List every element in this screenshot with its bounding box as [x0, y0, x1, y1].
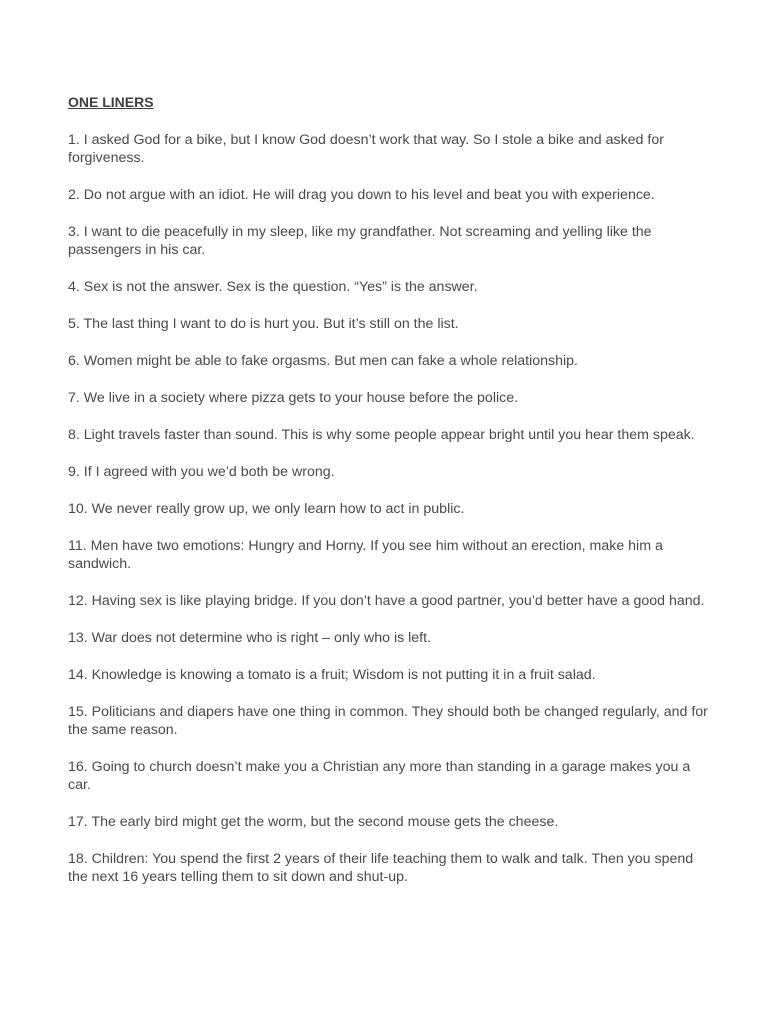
list-item: 5. The last thing I want to do is hurt you. But it’s still on the list. [68, 316, 459, 332]
one-liners-list [68, 131, 708, 905]
list-item: 13. War does not determine who is right – only who is left. [68, 630, 432, 646]
list-item: 12. Having sex is like playing bridge. If you don’t have a good partner, you’d better have a good hand. [68, 593, 705, 609]
list-item: 18. Children: You spend the first 2 years of their life teaching them to walk and talk. Then you spend the next 16 years telling them to sit down and shut-up. [68, 851, 694, 885]
document-title: ONE LINERS [68, 94, 154, 110]
list-item: 8. Light travels faster than sound. This is why some people appear bright until you hear them speak. [68, 427, 695, 443]
list-item: 4. Sex is not the answer. Sex is the question. “Yes” is the answer. [68, 279, 478, 295]
list-item: 16. Going to church doesn’t make you a Christian any more than standing in a garage makes you a car. [68, 759, 691, 793]
list-item: 2. Do not argue with an idiot. He will drag you down to his level and beat you with experience. [68, 187, 655, 203]
list-item: 15. Politicians and diapers have one thing in common. They should both be changed regularly, and for the same reason. [68, 704, 708, 738]
list-item: 10. We never really grow up, we only learn how to act in public. [68, 501, 465, 517]
list-item: 11. Men have two emotions: Hungry and Horny. If you see him without an erection, make him a sandwich. [68, 538, 663, 572]
list-item: 7. We live in a society where pizza gets to your house before the police. [68, 390, 519, 406]
list-item: 14. Knowledge is knowing a tomato is a fruit; Wisdom is not putting it in a fruit salad. [68, 667, 596, 683]
list-item: 6. Women might be able to fake orgasms. But men can fake a whole relationship. [68, 353, 578, 369]
list-item: 17. The early bird might get the worm, but the second mouse gets the cheese. [68, 814, 559, 830]
list-item: 3. I want to die peacefully in my sleep, like my grandfather. Not screaming and yelling like the passengers in his car. [68, 224, 652, 258]
list-item: 1. I asked God for a bike, but I know God doesn’t work that way. So I stole a bike and asked for forgiveness. [68, 132, 664, 166]
list-item: 9. If I agreed with you we’d both be wrong. [68, 464, 335, 480]
